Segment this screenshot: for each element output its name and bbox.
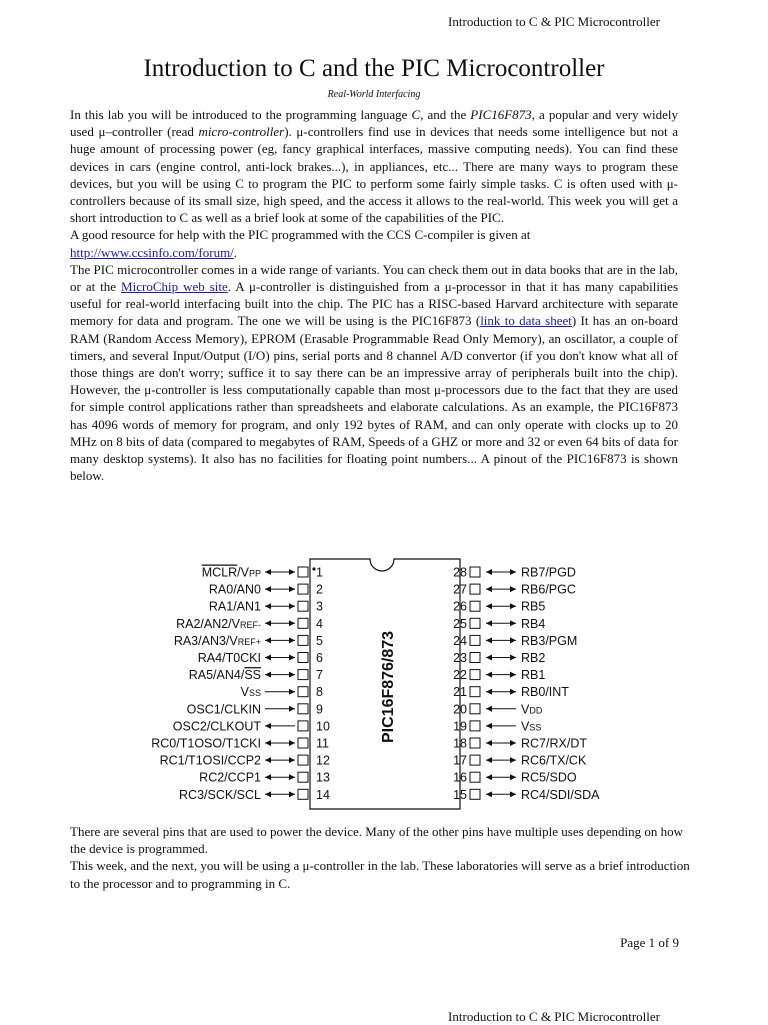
left-pin-row xyxy=(209,583,323,597)
left-pin-row xyxy=(179,788,330,802)
pin-pad xyxy=(298,670,308,680)
right-pin-row xyxy=(453,719,541,733)
ccs-forum-link[interactable]: http://www.ccsinfo.com/forum/ xyxy=(70,244,234,260)
pin-name: RB6/PGC xyxy=(521,582,576,597)
right-pin-row xyxy=(453,600,545,614)
right-pin-row xyxy=(453,771,577,785)
text-run: , and the xyxy=(420,107,471,122)
left-pin-row xyxy=(151,737,329,751)
pin-number: 12 xyxy=(316,753,330,768)
pin-pad xyxy=(470,584,480,594)
pin-pad xyxy=(298,704,308,714)
pin-name: VSS xyxy=(521,719,542,734)
pin-pad xyxy=(470,635,480,645)
pin-pad xyxy=(298,789,308,799)
pin-number: 11 xyxy=(316,736,329,751)
pin-pad xyxy=(298,738,308,748)
pin-pad xyxy=(470,670,480,680)
pin-pad xyxy=(298,567,308,577)
pin-number: 1 xyxy=(316,565,323,580)
running-footer: Introduction to C & PIC Microcontroller xyxy=(448,1009,660,1024)
text-run: ) It has an on-board RAM (Random Access Memory), EPROM (Erasable Programmable Read Only Memory), an oscillator, a couple of timers, and several Input/Output (I/O) pins, serial ports and 8 channel A/D convertor (if you don't know what all of those things are don't worry; suffice it to say there can be an impressive array of peripherals built into the chip). However, the μ-controller is less computationally capable than most μ-processors due to the fact that they are used for simple control applications rather than spreadsheets and elaborate calculations. As an example, the PIC16F873 has 4096 words of memory for program, and only 192 bytes of RAM, and can only operate with clocks up to 20 MHz on 8 bits of data (compared to megabytes of RAM, Speeds of a GHZ or more and 32 or even 64 bits of data for many desktop systems). It also has no facilities for floating point numbers... A pinout of the PIC16F873 is shown below. xyxy=(70,313,678,484)
pin-pad xyxy=(470,755,480,765)
pin-pad xyxy=(470,721,480,731)
left-pin-row xyxy=(189,668,323,682)
text-run: . A μ-controller is distinguished from a μ-processor in that it has many capabilities useful for real-world interfacing built into the chip. The PIC has a RISC-based Harvard architecture with separate memory for data and program. The one we will be using is the PIC16F873 ( xyxy=(70,279,679,329)
pin-number: 3 xyxy=(316,599,323,614)
pin-number: 19 xyxy=(453,719,467,734)
left-pin-row xyxy=(198,651,323,665)
left-pin-row xyxy=(173,719,330,733)
pin-name: RC4/SDI/SDA xyxy=(521,787,600,802)
pin-pad xyxy=(470,567,480,577)
pin-name: RC3/SCK/SCL xyxy=(179,787,261,802)
right-pin-row xyxy=(453,754,587,768)
pin-number: 14 xyxy=(316,787,330,802)
pin-name: OSC1/CLKIN xyxy=(186,702,261,717)
pin-number: 9 xyxy=(316,702,323,717)
pin-number: 25 xyxy=(453,616,467,631)
text-run: In this lab you will be introduced to the programming language xyxy=(70,107,412,122)
pin-number: 27 xyxy=(453,582,467,597)
pin-number: 22 xyxy=(453,668,467,683)
lab-intro-paragraph: This week, and the next, you will be using a μ-controller in the lab. These laboratories will serve as a brief introduction to the processor and to programming in C. xyxy=(70,858,690,891)
pin-pad xyxy=(298,601,308,611)
text-run: The PIC microcontroller comes in a wide range of variants. You can check them out in data books that are in the lab, or at the xyxy=(70,261,678,295)
pin-number: 4 xyxy=(316,616,323,631)
pin-name: RB4 xyxy=(521,616,546,631)
pin-name: RA1/AN1 xyxy=(208,599,261,614)
intro-paragraph xyxy=(70,106,678,226)
intro-body xyxy=(70,106,678,484)
pin-number: 26 xyxy=(453,599,467,614)
pin-pad xyxy=(298,653,308,663)
pin-name: RC6/TX/CK xyxy=(521,753,587,768)
pin-number: 6 xyxy=(316,651,323,665)
pin-pad xyxy=(470,738,480,748)
text-run: ). μ-controllers find use in devices that needs some intelligence but not a huge amount of processing power (eg, fancy graphical interfaces, massive computing needs). You can find these devices in cars (engine control, anti-lock brakes...), in appliances, etc... There are many ways to program these devices, but you will be using C to program the PIC to perform some fairly simple tasks. C is often used with μ-controllers because of its small size, high speed, and the access it allows to the real-world. This week you will get a short introduction to C as well as a brief look at some of the capabilities of the PIC. xyxy=(70,124,679,226)
page-subtitle: Real-World Interfacing xyxy=(327,89,421,100)
text-run: A good resource for help with the PIC programmed with the CCS C-compiler is given at xyxy=(70,227,531,243)
pin-name: RC1/T1OSI/CCP2 xyxy=(159,753,261,768)
pin-number: 17 xyxy=(453,753,467,768)
pin-pad xyxy=(470,687,480,697)
pin-number: 18 xyxy=(453,736,467,751)
right-pin-row xyxy=(453,651,545,665)
resource-paragraph xyxy=(70,226,678,260)
left-pin-row xyxy=(202,566,323,580)
pin-pad xyxy=(470,704,480,714)
pin-number: 21 xyxy=(453,685,467,700)
micro-controller-term: micro-controller xyxy=(198,124,285,140)
pin-number: 5 xyxy=(316,633,323,648)
pin-number: 23 xyxy=(453,651,467,665)
pin-name: RC7/RX/DT xyxy=(521,736,587,751)
pin-name: RA0/AN0 xyxy=(208,582,261,597)
pin-name: RC2/CCP1 xyxy=(199,770,261,785)
pin-name: OSC2/CLKOUT xyxy=(172,719,261,734)
pin-name: MCLR/VPP xyxy=(201,565,261,580)
left-pin-row xyxy=(241,685,323,699)
text-run: . xyxy=(233,244,238,260)
pin-number: 13 xyxy=(316,770,330,785)
pin-name: VDD xyxy=(521,702,543,717)
pin-name: RA3/AN3/VREF+ xyxy=(173,633,261,648)
pic-description-paragraph xyxy=(70,261,678,485)
pin-pad xyxy=(470,789,480,799)
pin-pad xyxy=(298,635,308,645)
pin-pad xyxy=(470,601,480,611)
left-pin-row xyxy=(174,634,323,648)
pin-number: 2 xyxy=(316,582,323,597)
data-sheet-link[interactable]: link to data sheet xyxy=(480,313,572,329)
pic-model-term: PIC16F873 xyxy=(470,107,532,122)
right-pin-row xyxy=(453,702,543,716)
pin-name: RB0/INT xyxy=(521,685,569,700)
pin-name: RB5 xyxy=(521,599,546,614)
c-language-term: C xyxy=(411,107,421,122)
pin-pad xyxy=(298,584,308,594)
pin-pad xyxy=(298,687,308,697)
pin-number: 16 xyxy=(453,770,467,785)
pin-number: 15 xyxy=(453,787,467,802)
pin-pad xyxy=(470,653,480,663)
page-number: Page 1 of 9 xyxy=(620,935,679,950)
pin-number: 7 xyxy=(316,668,323,683)
pinout-svg xyxy=(150,553,620,815)
pin-pad xyxy=(470,772,480,782)
right-pin-row xyxy=(453,634,577,648)
pin-name: RA2/AN2/VREF- xyxy=(176,616,261,631)
right-pin-row xyxy=(453,583,576,597)
pin-number: 8 xyxy=(316,685,323,700)
pin-number: 28 xyxy=(453,565,467,580)
chip-label: PIC16F876/873 xyxy=(380,630,397,743)
pin-name: RC0/T1OSO/T1CKI xyxy=(151,736,261,751)
running-header: Introduction to C & PIC Microcontroller xyxy=(448,14,660,29)
pin-pad xyxy=(470,618,480,628)
pin-pad xyxy=(298,772,308,782)
right-pin-row xyxy=(453,788,600,802)
right-pin-row xyxy=(453,668,545,682)
pin-name: RB7/PGD xyxy=(521,565,576,580)
pin-name: RB2 xyxy=(521,651,546,665)
pin-name: RB1 xyxy=(521,668,546,683)
power-pins-paragraph: There are several pins that are used to power the device. Many of the other pins have multiple uses depending on how the device is programmed. xyxy=(70,824,683,857)
right-pin-row xyxy=(453,685,569,699)
pin-number: 10 xyxy=(316,719,330,734)
microchip-site-link[interactable]: MicroChip web site xyxy=(121,279,228,295)
pin-number: 20 xyxy=(453,702,467,717)
pin-pad xyxy=(298,755,308,765)
right-pin-row xyxy=(453,737,587,751)
pin-number: 24 xyxy=(453,633,467,648)
closing-body xyxy=(70,823,690,892)
pinout-diagram xyxy=(150,553,620,815)
pin-name: RB3/PGM xyxy=(521,633,578,648)
right-pin-row xyxy=(453,617,545,631)
pin-name: RA5/AN4/SS xyxy=(188,668,261,683)
left-pin-row xyxy=(187,702,323,716)
page-title: Introduction to C and the PIC Microcontroller xyxy=(143,55,605,82)
left-pin-row xyxy=(176,617,323,631)
left-pin-row xyxy=(160,754,330,768)
pin-pad xyxy=(298,721,308,731)
right-pin-row xyxy=(453,566,576,580)
text-run: , a popular and very widely used μ–controller (read xyxy=(70,107,679,140)
pin-name: VSS xyxy=(240,685,261,700)
pin-name: RA4/T0CKI xyxy=(197,651,261,665)
left-pin-row xyxy=(209,600,323,614)
pin-name: RC5/SDO xyxy=(521,770,577,785)
pin-pad xyxy=(298,618,308,628)
